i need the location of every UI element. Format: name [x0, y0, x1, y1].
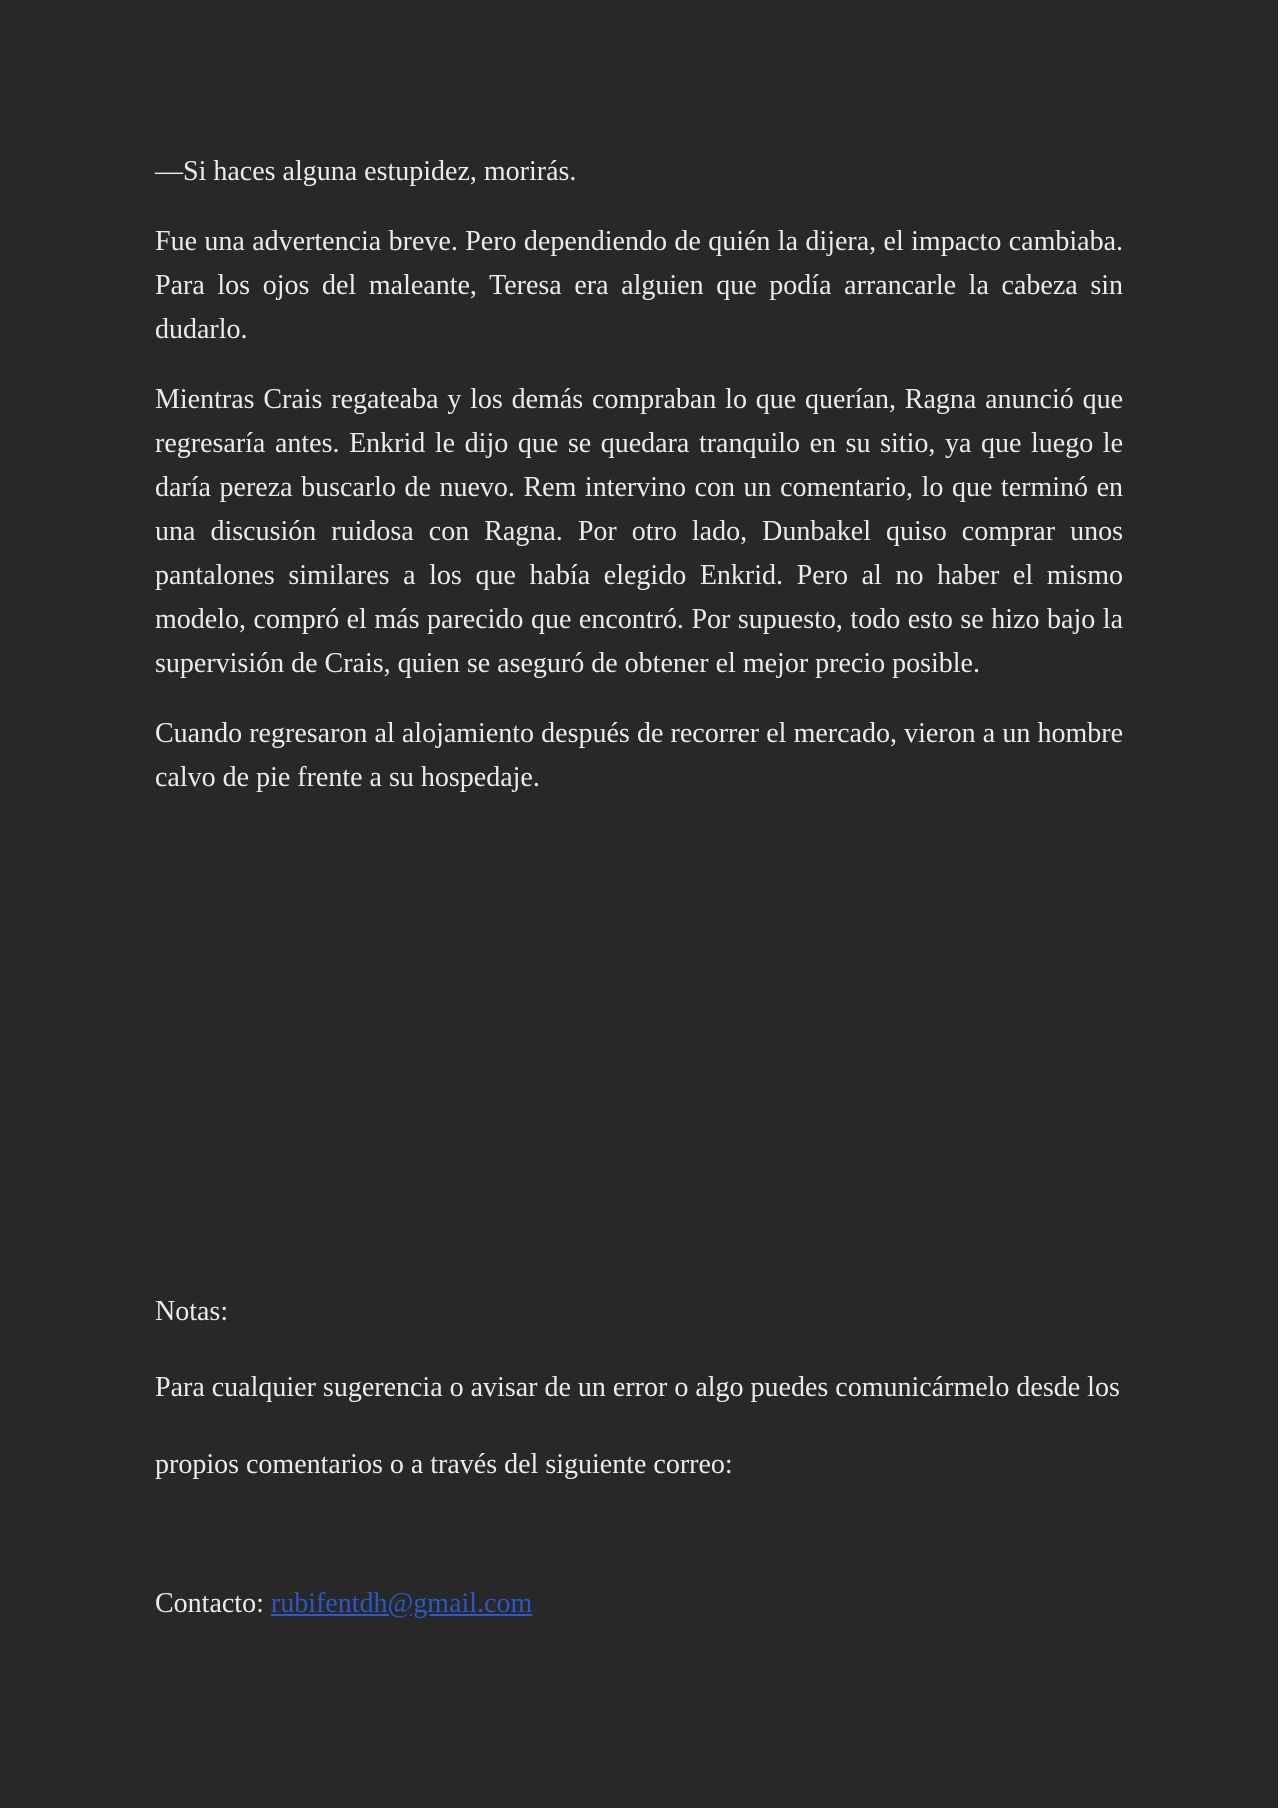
notes-line-2: propios comentarios o a través del siguiente correo:	[155, 1449, 733, 1480]
story-paragraph-2: Fue una advertencia breve. Pero dependiendo de quién la dijera, el impacto cambiaba. Para los ojos del maleante, Teresa era alguien que podía arrancarle la cabeza sin dudarlo.	[155, 226, 1123, 345]
story-paragraph-4: Cuando regresaron al alojamiento después de recorrer el mercado, vieron a un hombre calvo de pie frente a su hospedaje.	[155, 718, 1123, 793]
contact-line	[155, 1582, 1123, 1626]
contact-email-link[interactable]: rubifentdh@gmail.com	[270, 1588, 533, 1619]
notes-heading: Notas:	[155, 1296, 229, 1327]
story-paragraph-1: —Si haces alguna estupidez, morirás.	[155, 156, 577, 187]
story-paragraph-3: Mientras Crais regateaba y los demás compraban lo que querían, Ragna anunció que regresaría antes. Enkrid le dijo que se quedara tranquilo en su sitio, ya que luego le daría pereza buscarlo de nuevo. Rem intervino con un comentario, lo que terminó en una discusión ruidosa con Ragna. Por otro lado, Dunbakel quiso comprar unos pantalones similares a los que había elegido Enkrid. Pero al no haber el mismo modelo, compró el más parecido que encontró. Por supuesto, todo esto se hizo bajo la supervisión de Crais, quien se aseguró de obtener el mejor precio posible.	[155, 384, 1123, 679]
notes-line-1: Para cualquier sugerencia o avisar de un error o algo puedes comunicármelo desde los	[155, 1372, 1120, 1403]
notes-section	[155, 1290, 1123, 1626]
story-text	[155, 150, 1123, 826]
contact-label: Contacto:	[155, 1588, 271, 1619]
